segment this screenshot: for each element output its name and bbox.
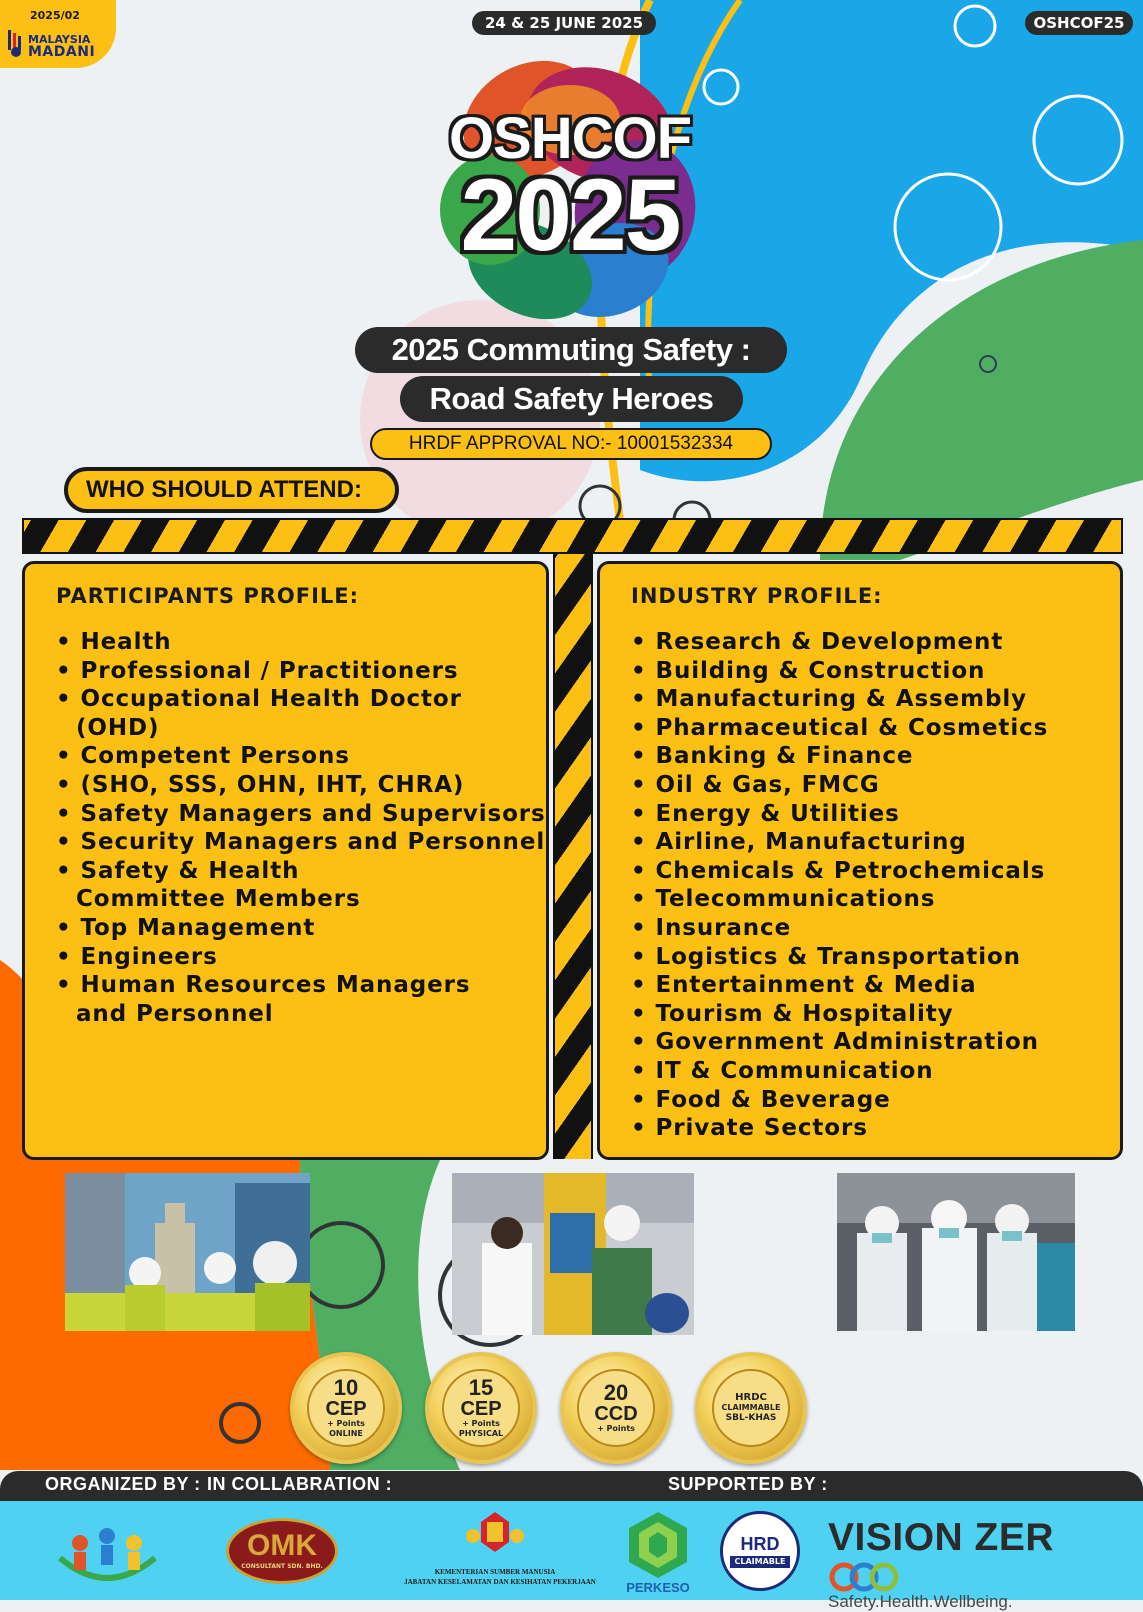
list-item: • Research & Development <box>631 628 1120 657</box>
list-item: • Safety & Health Committee Members <box>56 857 456 914</box>
badge-mode: PHYSICAL <box>458 1429 504 1438</box>
list-item: • Airline, Manufacturing <box>631 828 1120 857</box>
madani-icon <box>6 28 26 58</box>
list-item: • Competent Persons <box>56 742 546 771</box>
badge-unit: CLAIMMABLE <box>721 1403 781 1412</box>
collaboration-label: IN COLLABRATION : <box>207 1474 393 1494</box>
list-item: • Health <box>56 628 546 657</box>
ministry-crest-icon <box>465 1508 525 1556</box>
badge-sub: + Points <box>597 1424 635 1433</box>
hrdf-approval-number: HRDF APPROVAL NO:- 10001532334 <box>370 428 772 460</box>
oshcof-year: 2025 <box>460 158 680 272</box>
participants-profile-panel <box>22 561 549 1160</box>
badge-number: 15 <box>468 1375 494 1400</box>
badge-unit: CEP <box>460 1398 502 1420</box>
ministry-name: KEMENTERIAN SUMBER MANUSIA <box>434 1568 556 1576</box>
organized-by-label: ORGANIZED BY : <box>45 1474 201 1494</box>
badge-number: HRDC <box>735 1392 767 1403</box>
community-safety-logo <box>50 1508 165 1594</box>
omk-sub: CONSULTANT SDN. BHD. <box>241 1563 323 1570</box>
safety-inspection-photo <box>452 1173 694 1335</box>
construction-workers-photo <box>65 1173 310 1331</box>
omk-consultant-logo <box>226 1518 338 1584</box>
badge-mode: ONLINE <box>329 1429 363 1438</box>
list-item: • Logistics & Transportation <box>631 943 1120 972</box>
vision-zero-name: VISION ZER <box>828 1516 1055 1559</box>
brand-sub: MADANI <box>28 44 96 60</box>
list-item: • Oil & Gas, FMCG <box>631 771 1120 800</box>
perkeso-logo-icon <box>623 1510 693 1580</box>
list-item: • Government Administration <box>631 1028 1120 1057</box>
theme-line-2: Road Safety Heroes <box>400 376 743 422</box>
healthcare-nurses-photo <box>837 1173 1075 1331</box>
list-item: • Occupational Health Doctor (OHD) <box>56 685 546 742</box>
hrd-name: HRD <box>740 1534 780 1554</box>
cep-physical-badge <box>425 1352 537 1464</box>
participants-list <box>56 628 546 1028</box>
industry-profile-panel <box>597 561 1123 1160</box>
oshcof-title: OSHCOF <box>448 106 692 171</box>
list-item: • Safety Managers and Supervisors <box>56 800 546 829</box>
badge-number: 10 <box>333 1375 359 1400</box>
list-item: • Insurance <box>631 914 1120 943</box>
hrd-claimable: CLAIMABLE <box>730 1556 790 1568</box>
badge-sub: + Points <box>462 1419 500 1428</box>
perkeso-name: PERKESO <box>626 1580 690 1595</box>
omk-name: OMK <box>247 1529 317 1562</box>
list-item: • Food & Beverage <box>631 1086 1120 1115</box>
list-item: • Manufacturing & Assembly <box>631 685 1120 714</box>
badge-number: 20 <box>603 1380 629 1405</box>
hazard-stripe-post <box>553 554 593 1159</box>
list-item: • Security Managers and Personnel <box>56 828 546 857</box>
hazard-stripe-bar <box>22 518 1123 554</box>
ccd-badge <box>560 1352 672 1464</box>
malaysia-madani-logo <box>0 0 116 68</box>
theme-line-1: 2025 Commuting Safety : <box>355 327 787 373</box>
list-item: • Private Sectors <box>631 1114 1120 1143</box>
list-item: • IT & Communication <box>631 1057 1120 1086</box>
brand-name: MALAYSIA <box>28 33 91 46</box>
vision-zero-tagline: Safety.Health.Wellbeing. <box>828 1592 1013 1611</box>
list-item: • Banking & Finance <box>631 742 1120 771</box>
vision-zero-rings-icon <box>828 1560 900 1594</box>
who-should-attend-label: WHO SHOULD ATTEND: <box>64 467 399 513</box>
list-item: • Tourism & Hospitality <box>631 1000 1120 1029</box>
badge-sub: + Points <box>327 1419 365 1428</box>
list-item: • Building & Construction <box>631 657 1120 686</box>
list-item: • Engineers <box>56 943 546 972</box>
issue-number: 2025/02 <box>30 9 80 22</box>
badge-unit: CEP <box>325 1398 367 1420</box>
industry-list <box>631 628 1120 1143</box>
list-item: • Entertainment & Media <box>631 971 1120 1000</box>
list-item: • Pharmaceutical & Cosmetics <box>631 714 1120 743</box>
cep-online-badge <box>290 1352 402 1464</box>
list-item: • (SHO, SSS, OHN, IHT, CHRA) <box>56 771 546 800</box>
participants-profile-title: PARTICIPANTS PROFILE: <box>56 584 360 608</box>
ministry-department: JABATAN KESELAMATAN DAN KESIHATAN PEKERJAAN <box>404 1578 596 1586</box>
event-hashtag: OSHCOF25 <box>1025 11 1133 35</box>
list-item: • Energy & Utilities <box>631 800 1120 829</box>
event-date: 24 & 25 JUNE 2025 <box>472 11 656 35</box>
list-item: • Human Resources Managers and Personnel <box>56 971 476 1028</box>
badge-unit: CCD <box>594 1403 638 1425</box>
list-item: • Chemicals & Petrochemicals <box>631 857 1120 886</box>
list-item: • Top Management <box>56 914 546 943</box>
supported-by-label: SUPPORTED BY : <box>668 1474 828 1494</box>
badge-sub: SBL-KHAS <box>725 1413 777 1423</box>
list-item: • Professional / Practitioners <box>56 657 546 686</box>
hrdc-claimable-badge <box>695 1352 807 1464</box>
list-item: • Telecommunications <box>631 885 1120 914</box>
vision-zero-logo <box>828 1516 1128 1611</box>
hrd-corp-claimable-logo <box>720 1511 800 1591</box>
industry-profile-title: INDUSTRY PROFILE: <box>631 584 883 608</box>
